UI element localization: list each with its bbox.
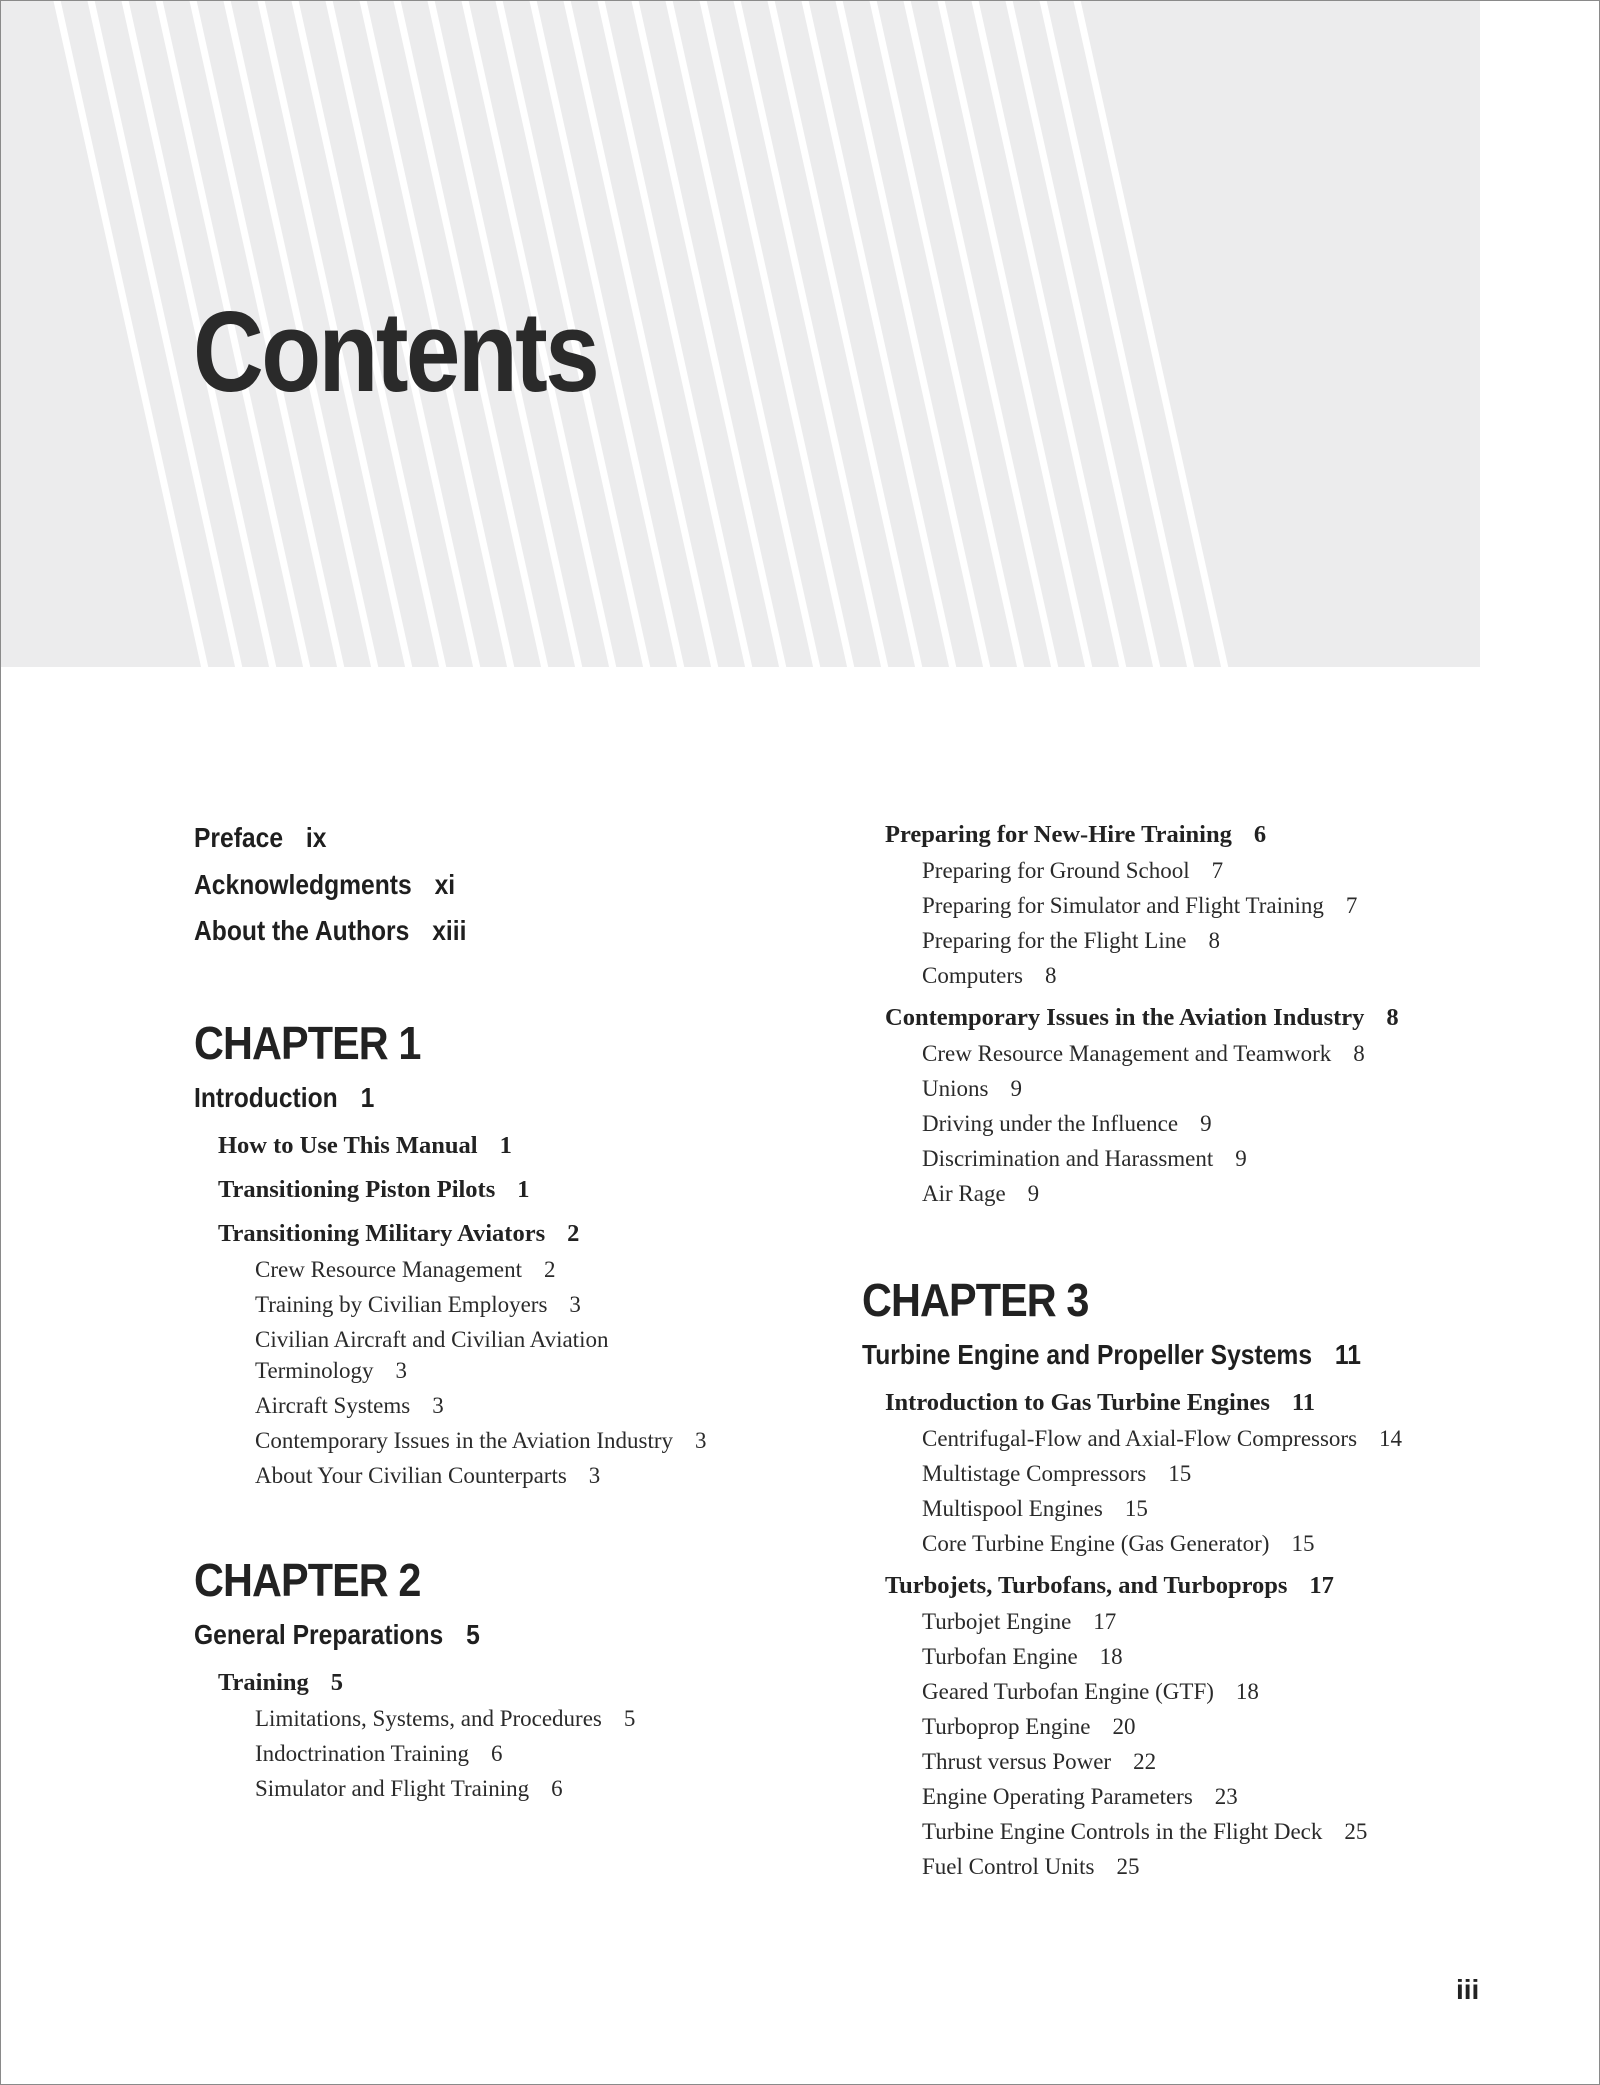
chapter-page: 1 (360, 1082, 375, 1113)
toc-subsection-page: 14 (1379, 1426, 1403, 1451)
toc-subsection-label: Centrifugal-Flow and Axial-Flow Compressors (922, 1426, 1358, 1451)
toc-subsection[interactable] (922, 1147, 1247, 1170)
chapter-2-label: CHAPTER 2 (194, 1554, 421, 1606)
chapter-title-text: Introduction (194, 1082, 338, 1113)
toc-entry-acknowledgments[interactable] (194, 871, 455, 899)
toc-subsection-page: 8 (1208, 928, 1220, 953)
toc-subsection-page: 17 (1093, 1609, 1117, 1634)
toc-section[interactable] (885, 1391, 1315, 1416)
toc-subsection-label: Thrust versus Power (922, 1749, 1112, 1774)
toc-subsection[interactable] (922, 1785, 1238, 1808)
toc-subsection[interactable] (922, 1610, 1116, 1633)
toc-subsection-page: 3 (695, 1428, 707, 1453)
toc-entry-page: xiii (432, 915, 467, 946)
toc-subsection-page: 5 (623, 1706, 636, 1731)
toc-section-page: 1 (499, 1132, 512, 1159)
toc-section-label: Preparing for New-Hire Training (885, 821, 1232, 848)
toc-subsection-label: Preparing for Simulator and Flight Training (922, 893, 1324, 918)
toc-subsection-page: 20 (1112, 1714, 1136, 1739)
toc-subsection[interactable] (922, 1462, 1191, 1485)
page-title: Contents (193, 289, 598, 416)
toc-subsection-label: Terminology (255, 1358, 374, 1383)
toc-subsection-label: Civilian Aircraft and Civilian Aviation (255, 1327, 609, 1352)
chapter-page: 11 (1334, 1339, 1361, 1370)
toc-subsection-page: 3 (588, 1463, 601, 1488)
toc-entry-preface[interactable] (194, 824, 326, 852)
toc-subsection-page: 25 (1344, 1819, 1368, 1844)
toc-subsection-label: Aircraft Systems (255, 1393, 411, 1418)
page-number: iii (1456, 1974, 1480, 2005)
toc-section[interactable] (218, 1134, 512, 1159)
toc-subsection[interactable] (922, 964, 1056, 987)
toc-subsection-page: 3 (432, 1393, 444, 1418)
toc-subsection[interactable] (255, 1742, 503, 1765)
toc-subsection[interactable] (922, 929, 1220, 952)
toc-subsection-page: 23 (1214, 1784, 1238, 1809)
toc-section-page: 1 (517, 1176, 530, 1203)
toc-subsection[interactable] (922, 1427, 1402, 1450)
toc-section[interactable] (885, 1574, 1334, 1599)
toc-subsection[interactable] (255, 1707, 635, 1730)
toc-subsection-page: 2 (543, 1257, 556, 1282)
toc-subsection-page: 15 (1291, 1531, 1315, 1556)
toc-subsection[interactable] (922, 1042, 1365, 1065)
toc-subsection[interactable] (922, 894, 1357, 917)
toc-subsection-page: 25 (1116, 1854, 1140, 1879)
chapter-1-title[interactable] (194, 1084, 374, 1112)
toc-subsection-page: 15 (1168, 1461, 1192, 1486)
toc-section-page: 11 (1291, 1389, 1316, 1416)
toc-section-page: 8 (1386, 1004, 1399, 1031)
toc-subsection-page: 15 (1124, 1496, 1148, 1521)
toc-subsection-label: Limitations, Systems, and Procedures (255, 1706, 602, 1731)
toc-subsection-label: Engine Operating Parameters (922, 1784, 1193, 1809)
toc-subsection-page: 9 (1235, 1146, 1247, 1171)
toc-subsection-label: Crew Resource Management (255, 1257, 522, 1282)
toc-entry-page: ix (305, 822, 327, 853)
toc-subsection-page: 9 (1200, 1111, 1212, 1136)
chapter-page: 5 (466, 1619, 480, 1650)
chapter-title-text: General Preparations (194, 1619, 444, 1650)
toc-subsection[interactable] (255, 1394, 444, 1417)
toc-section-label: Transitioning Piston Pilots (218, 1176, 496, 1203)
toc-subsection-label: Unions (922, 1076, 989, 1101)
toc-subsection-label: Turbojet Engine (922, 1609, 1072, 1634)
toc-subsection[interactable] (255, 1464, 600, 1487)
toc-entry-page: xi (434, 869, 456, 900)
chapter-1-label: CHAPTER 1 (194, 1017, 421, 1069)
toc-subsection-label: Turbofan Engine (922, 1644, 1078, 1669)
toc-subsection[interactable] (922, 1750, 1156, 1773)
chapter-2-title[interactable] (194, 1621, 480, 1649)
toc-section[interactable] (218, 1671, 343, 1696)
toc-subsection-label: Core Turbine Engine (Gas Generator) (922, 1531, 1270, 1556)
toc-subsection-label: Training by Civilian Employers (255, 1292, 548, 1317)
chapter-3-label: CHAPTER 3 (862, 1274, 1089, 1326)
toc-subsection-page: 7 (1211, 858, 1224, 883)
toc-subsection[interactable] (922, 1077, 1022, 1100)
toc-subsection-label: Multistage Compressors (922, 1461, 1147, 1486)
toc-subsection-page: 9 (1010, 1076, 1022, 1101)
toc-subsection[interactable] (922, 1820, 1367, 1843)
toc-subsection-page: 6 (551, 1776, 563, 1801)
toc-subsection-label: Turbine Engine Controls in the Flight Deck (922, 1819, 1323, 1844)
toc-section[interactable] (885, 823, 1266, 848)
toc-subsection-label: Discrimination and Harassment (922, 1146, 1214, 1171)
toc-section-page: 17 (1309, 1572, 1334, 1599)
toc-subsection-page: 18 (1235, 1679, 1259, 1704)
toc-subsection[interactable] (922, 1855, 1140, 1878)
toc-subsection-label: Indoctrination Training (255, 1741, 470, 1766)
toc-subsection[interactable] (922, 1532, 1314, 1555)
toc-section[interactable] (218, 1178, 530, 1203)
toc-section[interactable] (218, 1222, 579, 1247)
toc-subsection[interactable] (922, 1497, 1148, 1520)
toc-entry-label: Acknowledgments (194, 869, 412, 900)
toc-subsection-label: Simulator and Flight Training (255, 1776, 530, 1801)
toc-section-label: Contemporary Issues in the Aviation Industry (885, 1004, 1365, 1031)
chapter-3-title[interactable] (862, 1341, 1361, 1369)
toc-subsection[interactable] (922, 1680, 1259, 1703)
toc-section-page: 5 (330, 1669, 344, 1696)
toc-subsection[interactable] (255, 1777, 563, 1800)
toc-subsection-label: Air Rage (922, 1181, 1006, 1206)
toc-subsection[interactable] (922, 1645, 1123, 1668)
toc-subsection-page: 18 (1099, 1644, 1123, 1669)
toc-subsection-label: Geared Turbofan Engine (GTF) (922, 1679, 1214, 1704)
toc-entry-about-the-authors[interactable] (194, 917, 466, 945)
toc-subsection[interactable] (922, 1182, 1039, 1205)
toc-section-label: Training (218, 1669, 309, 1696)
toc-subsection-page: 6 (491, 1741, 503, 1766)
toc-subsection-label: Crew Resource Management and Teamwork (922, 1041, 1332, 1066)
toc-section-page: 6 (1253, 821, 1267, 848)
toc-subsection[interactable] (255, 1429, 707, 1452)
toc-subsection-label: Fuel Control Units (922, 1854, 1095, 1879)
toc-subsection[interactable] (255, 1293, 581, 1316)
toc-subsection[interactable] (255, 1328, 608, 1351)
toc-section-label: Transitioning Military Aviators (218, 1220, 546, 1247)
toc-subsection[interactable] (922, 859, 1223, 882)
toc-section[interactable] (885, 1006, 1399, 1031)
toc-subsection-label: Turboprop Engine (922, 1714, 1091, 1739)
toc-subsection-continued[interactable] (255, 1359, 407, 1382)
toc-subsection-label: Multispool Engines (922, 1496, 1103, 1521)
toc-subsection-label: Driving under the Influence (922, 1111, 1179, 1136)
toc-section-label: How to Use This Manual (218, 1132, 478, 1159)
toc-section-label: Turbojets, Turbofans, and Turboprops (885, 1572, 1288, 1599)
toc-subsection-label: Contemporary Issues in the Aviation Industry (255, 1428, 673, 1453)
toc-subsection-label: About Your Civilian Counterparts (255, 1463, 567, 1488)
toc-subsection-page: 3 (395, 1358, 407, 1383)
toc-subsection[interactable] (922, 1112, 1212, 1135)
toc-subsection-page: 8 (1353, 1041, 1365, 1066)
toc-section-page: 2 (567, 1220, 580, 1247)
toc-entry-label: About the Authors (194, 915, 410, 946)
toc-subsection-page: 22 (1133, 1749, 1157, 1774)
toc-subsection[interactable] (255, 1258, 555, 1281)
toc-subsection-label: Preparing for the Flight Line (922, 928, 1187, 953)
toc-subsection-label: Preparing for Ground School (922, 858, 1190, 883)
chapter-title-text: Turbine Engine and Propeller Systems (862, 1339, 1313, 1370)
toc-subsection-page: 9 (1027, 1181, 1040, 1206)
toc-section-label: Introduction to Gas Turbine Engines (885, 1389, 1270, 1416)
toc-subsection[interactable] (922, 1715, 1135, 1738)
toc-subsection-label: Computers (922, 963, 1023, 988)
toc-subsection-page: 8 (1044, 963, 1057, 988)
toc-subsection-page: 3 (569, 1292, 581, 1317)
toc-subsection-page: 7 (1345, 893, 1358, 918)
toc-entry-label: Preface (194, 822, 284, 853)
